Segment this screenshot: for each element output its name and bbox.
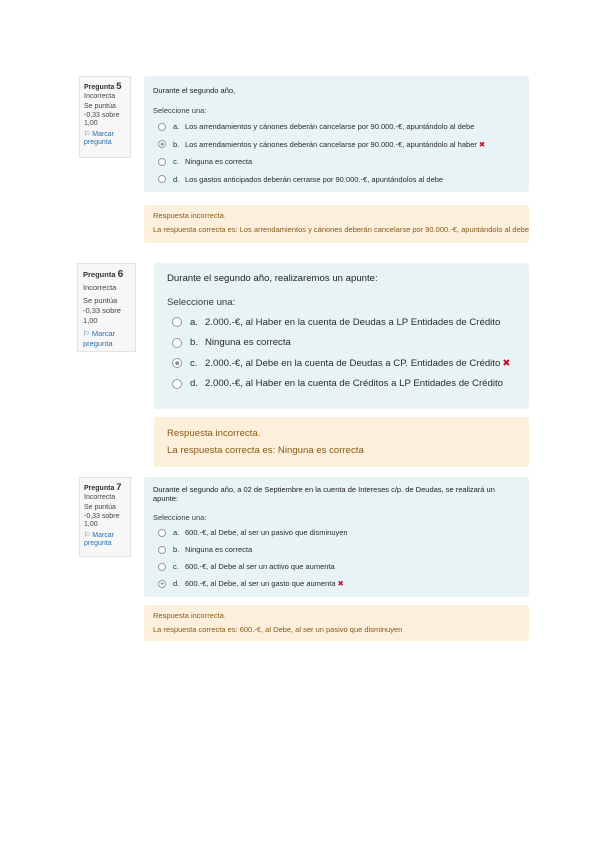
flag-question-link[interactable]: ⚐ Marcar pregunta — [83, 329, 116, 348]
radio-button[interactable] — [158, 546, 166, 554]
feedback-status: Respuesta incorrecta. — [167, 428, 261, 439]
question-text: Durante el segundo año, — [153, 86, 236, 95]
question-state: Incorrecta — [84, 92, 116, 100]
radio-button[interactable] — [172, 338, 182, 348]
question-number: Pregunta 7 — [84, 482, 122, 493]
feedback-status: Respuesta incorrecta. — [153, 611, 226, 620]
select-prompt: Seleccione una: — [167, 297, 236, 308]
answer-option-b[interactable]: b. Los arrendamientos y cánones deberán cancelarse por 90.000.-€, apuntándolo al haber ✖ — [153, 136, 520, 154]
answer-feedback — [154, 417, 529, 467]
answer-option-b[interactable]: b. Ninguna es correcta — [153, 541, 520, 558]
radio-button-selected[interactable] — [158, 580, 166, 588]
select-prompt: Seleccione una: — [153, 513, 207, 522]
radio-button-selected[interactable] — [172, 358, 182, 368]
answer-option-d[interactable]: d. Los gastos anticipados deberán cerrarse por 90.000.-€, apuntándolos al debe — [153, 171, 520, 189]
question-grade: Se puntúa -0,33 sobre 1,00 — [84, 103, 120, 127]
cross-icon: ✖ — [502, 357, 511, 369]
answer-feedback — [144, 205, 529, 243]
question-number: Pregunta 6 — [83, 269, 124, 280]
question-info — [77, 263, 136, 352]
select-prompt: Seleccione una: — [153, 106, 207, 115]
answer-option-c[interactable]: c. Ninguna es correcta — [153, 153, 520, 171]
feedback-correct-answer: La respuesta correcta es: 600.-€, al Debe, al ser un pasivo que disminuyen — [153, 625, 403, 634]
answer-option-d[interactable]: d. 600.-€, al Debe, al ser un gasto que aumenta ✖ — [153, 575, 520, 592]
question-number: Pregunta 5 — [84, 81, 122, 92]
flag-question-link[interactable]: ⚐ Marcar pregunta — [84, 130, 115, 146]
answer-option-a[interactable]: a. 2.000.-€, al Haber en la cuenta de Deudas a LP Entidades de Crédito — [167, 312, 516, 333]
question-formulation — [144, 477, 529, 597]
answer-option-b[interactable]: b. Ninguna es correcta — [167, 333, 516, 354]
flag-icon: ⚐ — [83, 329, 90, 338]
flag-question-link[interactable]: ⚐ Marcar pregunta — [84, 531, 115, 547]
question-state: Incorrecta — [83, 283, 117, 292]
question-grade: Se puntúa -0,33 sobre 1,00 — [84, 504, 120, 528]
question-formulation — [144, 76, 529, 192]
radio-button[interactable] — [158, 175, 166, 183]
feedback-status: Respuesta incorrecta. — [153, 211, 226, 220]
answer-option-c[interactable]: c. 2.000.-€, al Debe en la cuenta de Deudas a CP. Entidades de Crédito ✖ — [167, 353, 516, 374]
question-info — [79, 477, 131, 557]
flag-icon: ⚐ — [84, 531, 91, 539]
answer-feedback — [144, 605, 529, 641]
question-formulation — [154, 263, 529, 409]
radio-button[interactable] — [172, 379, 182, 389]
answer-option-c[interactable]: c. 600.-€, al Debe al ser un activo que aumenta — [153, 558, 520, 575]
question-state: Incorrecta — [84, 493, 116, 501]
feedback-correct-answer: La respuesta correcta es: Ninguna es correcta — [167, 445, 364, 456]
question-text: Durante el segundo año, a 02 de Septiembre en la cuenta de Intereses c/p. de Deudas, se realizará un apunte: — [153, 485, 495, 503]
radio-button[interactable] — [158, 158, 166, 166]
cross-icon: ✖ — [337, 579, 344, 588]
question-info — [79, 76, 131, 158]
flag-icon: ⚐ — [84, 130, 91, 138]
answer-option-a[interactable]: a. Los arrendamientos y cánones deberán cancelarse por 90.000.-€, apuntándolo al debe — [153, 118, 520, 136]
radio-button[interactable] — [158, 123, 166, 131]
answer-option-a[interactable]: a. 600.-€, al Debe, al ser un pasivo que disminuyen — [153, 524, 520, 541]
radio-button[interactable] — [158, 529, 166, 537]
radio-button-selected[interactable] — [158, 140, 166, 148]
question-text: Durante el segundo año, realizaremos un apunte: — [167, 273, 378, 284]
radio-button[interactable] — [172, 317, 182, 327]
radio-button[interactable] — [158, 563, 166, 571]
cross-icon: ✖ — [478, 139, 486, 149]
answer-option-d[interactable]: d. 2.000.-€, al Haber en la cuenta de Créditos a LP Entidades de Crédito — [167, 374, 516, 395]
feedback-correct-answer: La respuesta correcta es: Los arrendamientos y cánones deberán cancelarse por 90.000.-€, apuntándolo al debe — [153, 225, 530, 234]
question-grade: Se puntúa -0,33 sobre 1,00 — [83, 296, 121, 325]
